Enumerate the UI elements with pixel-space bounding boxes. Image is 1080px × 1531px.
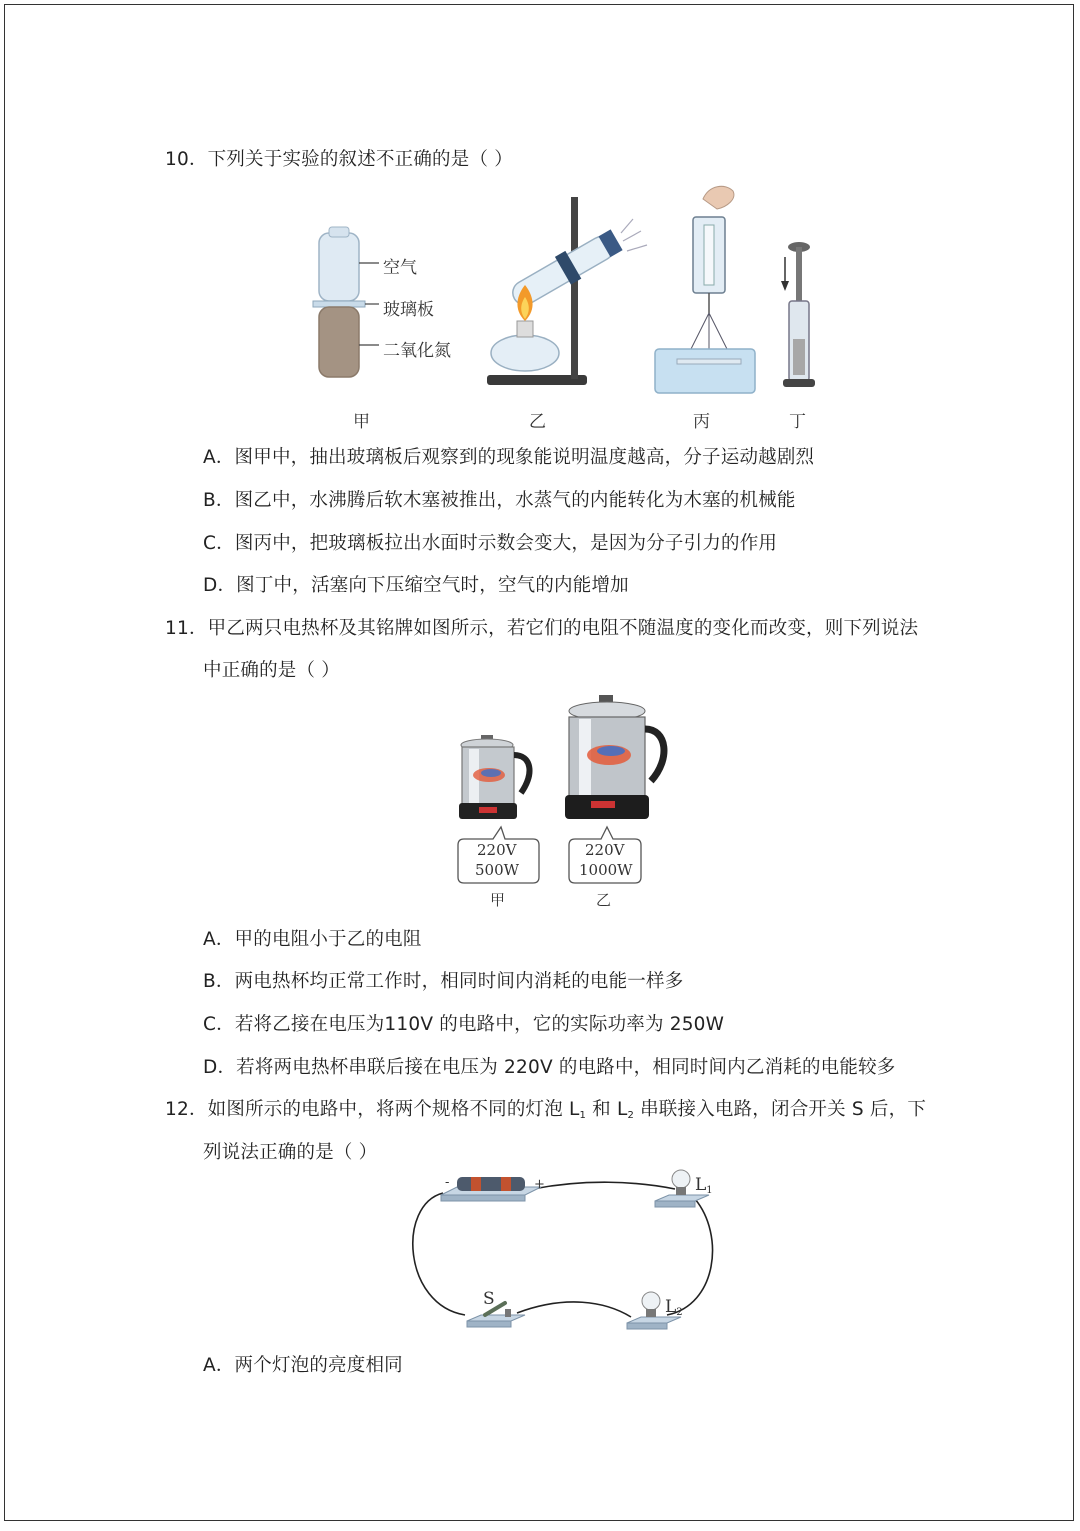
cup-yi-name: 乙 <box>596 891 612 909</box>
q12-option-a[interactable]: A．两个灯泡的亮度相同 <box>203 1355 403 1376</box>
cup-jia-voltage: 220V <box>477 841 517 859</box>
q11-stem-line2: 中正确的是（ ） <box>203 660 340 681</box>
q10-option-d[interactable]: D．图丁中，活塞向下压缩空气时，空气的内能增加 <box>203 575 629 596</box>
fig-jia-bottles <box>313 227 379 377</box>
cup-jia-image <box>459 735 529 819</box>
cup-yi-image <box>565 695 664 819</box>
fig-yi-apparatus <box>487 197 647 385</box>
cup-jia-power: 500W <box>475 861 520 879</box>
q12-stem-line2: 列说法正确的是（ ） <box>203 1142 378 1163</box>
label-glass-plate: 玻璃板 <box>383 300 434 320</box>
fig-name-yi: 乙 <box>529 412 546 432</box>
exam-page <box>4 4 1074 1521</box>
q11-option-c[interactable]: C．若将乙接在电压为110V 的电路中，它的实际功率为 250W <box>203 1014 725 1035</box>
label-nitrogen-dioxide: 二氧化氮 <box>383 341 451 361</box>
battery <box>441 1177 541 1201</box>
cup-yi-voltage: 220V <box>585 841 625 859</box>
switch-s <box>467 1303 525 1327</box>
q11-figure <box>445 689 685 889</box>
fig-name-jia: 甲 <box>353 412 370 432</box>
switch-s-label: S <box>483 1289 495 1309</box>
battery-plus: + <box>534 1177 545 1192</box>
fig-ding-piston <box>781 242 815 387</box>
fig-name-bing: 丙 <box>693 412 710 432</box>
q11-option-d[interactable]: D．若将两电热杯串联后接在电压为 220V 的电路中，相同时间内乙消耗的电能较多 <box>203 1057 896 1078</box>
fig-bing-scale <box>655 186 755 393</box>
q11-option-a[interactable]: A．甲的电阻小于乙的电阻 <box>203 929 422 950</box>
q10-option-b[interactable]: B．图乙中，水沸腾后软木塞被推出，水蒸气的内能转化为木塞的机械能 <box>203 490 796 511</box>
q12-stem-line1: 12．如图所示的电路中，将两个规格不同的灯泡 L1 和 L2 串联接入电路，闭合开关 S 后，下 <box>165 1099 927 1121</box>
lamp-l1-label: L1 <box>695 1175 713 1196</box>
q11-stem-line1: 11．甲乙两只电热杯及其铭牌如图所示，若它们的电阻不随温度的变化而改变，则下列说法 <box>165 618 919 639</box>
label-air: 空气 <box>383 258 417 278</box>
lamp-l2-label: L2 <box>665 1297 683 1318</box>
q11-option-b[interactable]: B．两电热杯均正常工作时，相同时间内消耗的电能一样多 <box>203 971 684 992</box>
q10-option-a[interactable]: A．图甲中，抽出玻璃板后观察到的现象能说明温度越高，分子运动越剧烈 <box>203 447 815 468</box>
battery-minus: - <box>445 1175 450 1190</box>
cup-yi-power: 1000W <box>579 861 633 879</box>
fig-name-ding: 丁 <box>789 412 806 432</box>
cup-jia-name: 甲 <box>490 891 506 909</box>
q10-option-c[interactable]: C．图丙中，把玻璃板拉出水面时示数会变大，是因为分子引力的作用 <box>203 533 778 554</box>
q10-stem: 10．下列关于实验的叙述不正确的是（ ） <box>165 149 513 170</box>
